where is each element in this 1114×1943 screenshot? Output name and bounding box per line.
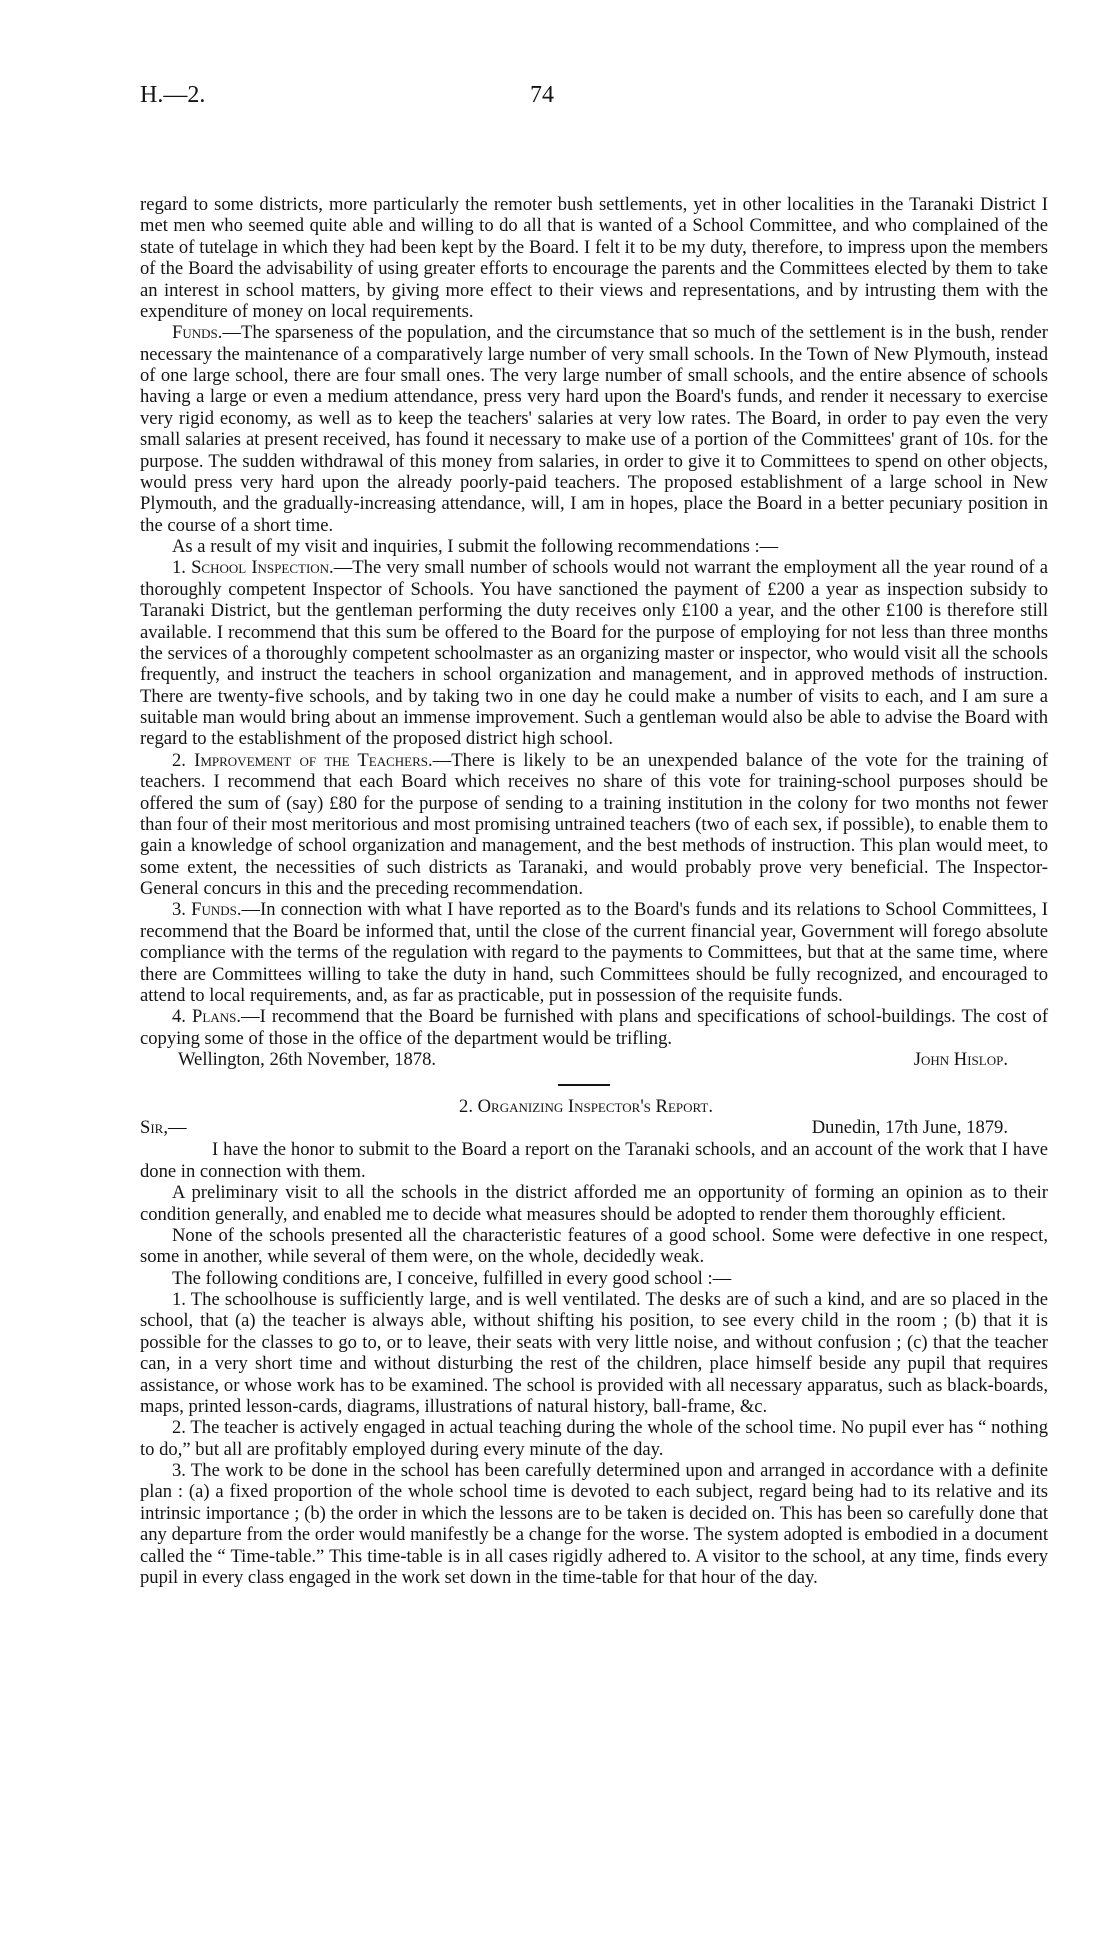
signature-line bbox=[140, 1049, 1048, 1070]
funds-heading: Funds. bbox=[172, 322, 223, 344]
recommendation-heading: Funds. bbox=[191, 899, 242, 921]
salutation: Sir,— bbox=[140, 1117, 187, 1139]
recommendation-text: —There is likely to be an unexpended balance of the vote for the training of teachers. I recommend that each Board which receives no share of this vote for training-school purposes should be offered the sum of (say) £80 for the purpose of sending to a training institution in the colony for two months not fewer than four of their most meritorious and most promising untrained teachers (two of each sex, if possible), to enable them to gain a knowledge of school organization and management, and the best methods of instruction. This plan would meet, to some extent, the necessities of such districts as Taranaki, and would probably prove very beneficial. The Inspector-General concurs in this and the preceding recommendation. bbox=[140, 749, 1049, 899]
recommendations-intro: As a result of my visit and inquiries, I submit the following recommendations :— bbox=[172, 536, 779, 557]
recommendation-heading: School Inspection. bbox=[191, 557, 334, 579]
condition-paragraph: 2. The teacher is actively engaged in actual teaching during the whole of the school time. No pupil ever has “ nothing to do,” but all are profitably employed during every minute of the day. bbox=[140, 1417, 1048, 1460]
place-date: Wellington, 26th November, 1878. bbox=[178, 1049, 437, 1070]
recommendation-item bbox=[140, 1006, 1048, 1049]
condition-paragraph: 1. The schoolhouse is sufficiently large, and is well ventilated. The desks are of such a kind, and are so placed in the school, that (a) the teacher is always able, without shifting his position, to see every child in the room ; (b) that it is possible for the classes to go to, or to leave, their seats with very little noise, and without confusion ; (c) that the teacher can, in a very short time and without disturbing the rest of the children, place himself beside any pupil that requires assistance, or whose work has to be examined. The school is provided with all necessary apparatus, such as black-boards, maps, printed lesson-cards, diagrams, illustrations of natural history, ball-frame, &c. bbox=[140, 1289, 1048, 1417]
recommendation-text: —In connection with what I have reported as to the Board's funds and its relations to School Committees, I recommend that the Board be informed that, until the close of the current financial year, Government will forego absolute compliance with the terms of the regulation with regard to the payments to Committees, but that at the same time, where there are Committees willing to take the duty in hand, such Committees should be fully recognized, and encouraged to attend to local requirements, and, as far as practicable, put in possession of the requisite funds. bbox=[140, 899, 1048, 1006]
report-paragraph: I have the honor to submit to the Board a report on the Taranaki schools, and an account of the work that I have done in connection with them. bbox=[140, 1139, 1048, 1182]
report-paragraph: None of the schools presented all the characteristic features of a good school. Some were defective in one respect, some in another, while several of them were, on the whole, decidedly weak. bbox=[140, 1224, 1048, 1268]
signature: John Hislop. bbox=[913, 1049, 1008, 1070]
section-title: 2. Organizing Inspector's Report. bbox=[459, 1096, 713, 1117]
recommendation-number: 1. bbox=[172, 557, 192, 579]
document-reference: H.—2. bbox=[140, 82, 206, 108]
page-header bbox=[140, 82, 1048, 122]
salutation-line bbox=[140, 1117, 1048, 1139]
funds-text: —The sparseness of the population, and the circumstance that so much of the settlement is in the bush, render necessary the maintenance of a comparatively large number of very small schools. In the Town of New Plymouth, instead of one large school, there are four small ones. The very large number of small schools, and the entire absence of schools having a large or even a medium attendance, press very hard upon the Board's funds, and render it necessary to exercise very rigid economy, as well as to keep the teachers' salaries at very low rates. The Board, in order to pay even the very small salaries at present received, has found it necessary to make use of a portion of the Committees' grant of 10s. for the purpose. The sudden withdrawal of this money from salaries, in order to give it to Committees to spend on other objects, would press very hard upon the already poorly-paid teachers. The proposed establishment of a large school in New Plymouth, and the gradually-increasing attendance, will, I am in hopes, place the Board in a better pecuniary position in the course of a short time. bbox=[140, 322, 1048, 536]
document-page bbox=[140, 78, 1048, 1588]
recommendation-item bbox=[140, 750, 1048, 900]
recommendation-number: 2. bbox=[172, 749, 195, 771]
recommendation-text: —I recommend that the Board be furnished with plans and specifications of school-buildings. The cost of copying some of those in the office of the department would be trifling. bbox=[140, 1006, 1049, 1049]
report-paragraph: A preliminary visit to all the schools in the district afforded me an opportunity of forming an opinion as to their condition generally, and enabled me to decide what measures should be adopted to render them thoroughly efficient. bbox=[140, 1182, 1048, 1225]
recommendation-item bbox=[140, 557, 1048, 749]
recommendation-item bbox=[140, 899, 1048, 1006]
section-divider bbox=[558, 1084, 610, 1086]
recommendation-number: 4. bbox=[172, 1006, 193, 1028]
funds-paragraph bbox=[140, 322, 1048, 536]
report-paragraph: The following conditions are, I conceive, fulfilled in every good school :— bbox=[172, 1267, 732, 1289]
continuation-paragraph: regard to some districts, more particularly the remoter bush settlements, yet in other localities in the Taranaki District I met men who seemed quite able and willing to do all that is wanted of a School Committee, and who complained of the state of tutelage in which they had been kept by the Board. I felt it to be my duty, therefore, to impress upon the members of the Board the advisability of using greater efforts to encourage the parents and the Committees elected by them to take an interest in school matters, by giving more effect to their views and representations, and by intrusting them with the expenditure of money on local requirements. bbox=[140, 194, 1048, 322]
condition-paragraph: 3. The work to be done in the school has been carefully determined upon and arranged in accordance with a definite plan : (a) a fixed proportion of the whole school time is devoted to each subject, regard being had to its relative and its intrinsic importance ; (b) the order in which the lessons are to be taken is decided on. This has been so carefully done that any departure from the order would manifestly be a change for the worse. The system adopted is embodied in a document called the “ Time-table.” This time-table is in all cases rigidly adhered to. A visitor to the school, at any time, finds every pupil in every class engaged in the work set down in the time-table for that hour of the day. bbox=[140, 1460, 1048, 1588]
letter-date: Dunedin, 17th June, 1879. bbox=[811, 1117, 1008, 1139]
recommendation-number: 3. bbox=[172, 899, 192, 921]
recommendation-text: —The very small number of schools would not warrant the employment all the year round of a thoroughly competent Inspector of Schools. You have sanctioned the payment of £200 a year as inspection subsidy to Taranaki District, but the gentleman performing the duty receives only £100 a year, and the other £100 is therefore still available. I recommend that this sum be offered to the Board for the purpose of employing for not less than three months the services of a thoroughly competent schoolmaster as an organizing master or inspector, who would visit all the schools frequently, and instruct the teachers in school organization and management, and in approved methods of instruction. There are twenty-five schools, and by taking two in one day he could make a number of visits to each, and I am sure a suitable man would bring about an immense improvement. Such a gentleman would also be able to advise the Board with regard to the establishment of the proposed district high school. bbox=[140, 557, 1048, 750]
page-number: 74 bbox=[530, 82, 554, 108]
recommendation-heading: Improvement of the Teachers. bbox=[194, 749, 433, 771]
recommendation-heading: Plans. bbox=[192, 1006, 241, 1028]
